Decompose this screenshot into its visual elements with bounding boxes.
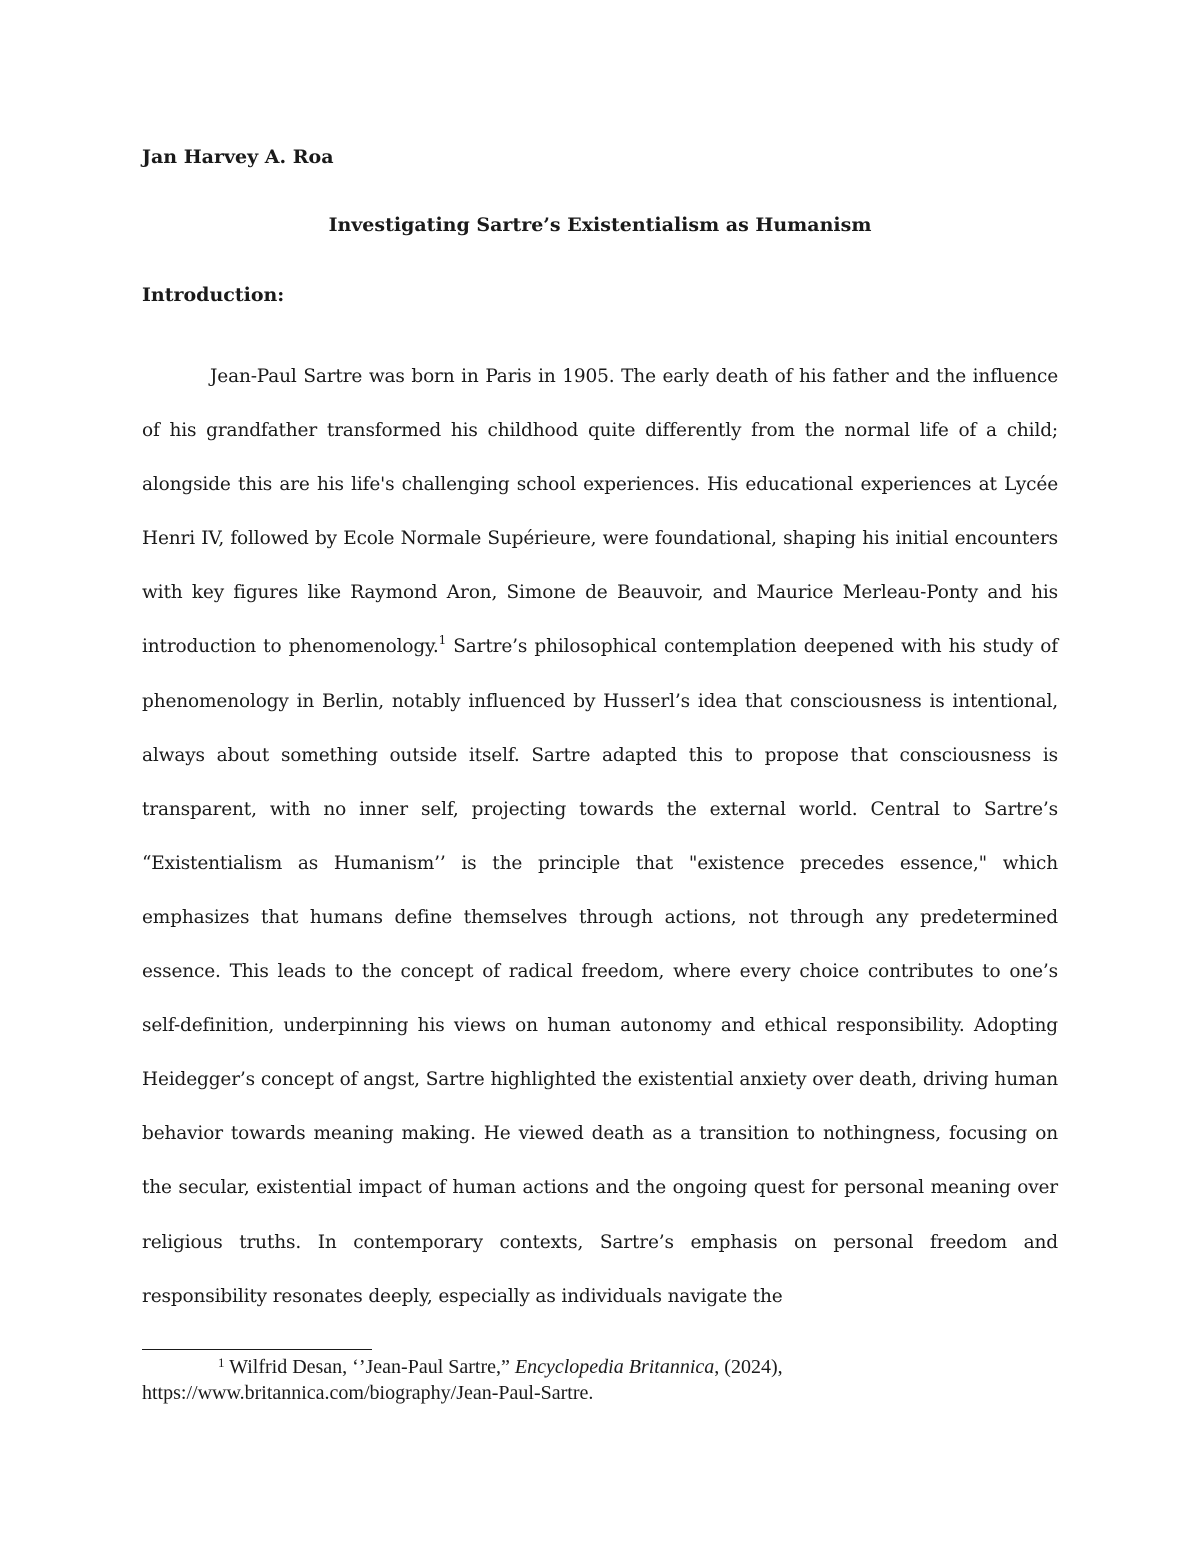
author-name: Jan Harvey A. Roa — [142, 146, 334, 168]
footnote-text-part-1: Wilfrid Desan, ‘’Jean-Paul Sartre,” — [224, 1356, 515, 1378]
document-title: Investigating Sartre’s Existentialism as Humanism — [328, 214, 872, 236]
body-text-part-2: Sartre’s philosophical contemplation deepened with his study of phenomenology in Berlin, notably influenced by Husserl’s idea that consciousness is intentional, always about something outside itself. Sartre adapted this to propose that consciousness is transparent, with no inner self, projecting towards the external world. Central to Sartre’s “Existentialism as Humanism’’ is the principle that "existence precedes essence," which emphasizes that humans define themselves through actions, not through any predetermined essence. This leads to the concept of radical freedom, where every choice contributes to one’s self-definition, underpinning his views on human autonomy and ethical responsibility. Adopting Heidegger’s concept of angst, Sartre highlighted the existential anxiety over death, driving human behavior towards meaning making. He viewed death as a transition to nothingness, focusing on the secular, existential impact of human actions and the ongoing quest for personal meaning over religious truths. In contemporary contexts, Sartre’s emphasis on personal freedom and responsibility resonates deeply, especially as individuals navigate the — [142, 636, 1058, 1307]
footnote-marker: 1 — [218, 1355, 225, 1370]
footnote-text-part-2: , (2024), https://www.britannica.com/biography/Jean-Paul-Sartre. — [142, 1356, 783, 1404]
section-heading: Introduction: — [142, 284, 285, 306]
footnote — [142, 1354, 1058, 1406]
footnote-separator — [142, 1349, 372, 1350]
footnote-source-title: Encyclopedia Britannica — [514, 1356, 715, 1378]
body-text-part-1: Jean-Paul Sartre was born in Paris in 1905. The early death of his father and the influence of his grandfather transformed his childhood quite differently from the normal life of a child; alongside this are his life's challenging school experiences. His educational experiences at Lycée Henri IV, followed by Ecole Normale Supérieure, were foundational, shaping his initial encounters with key figures like Raymond Aron, Simone de Beauvoir, and Maurice Merleau-Ponty and his introduction to phenomenology. — [142, 366, 1058, 658]
body-paragraph — [142, 350, 1058, 1324]
footnote-reference: 1 — [438, 633, 447, 648]
